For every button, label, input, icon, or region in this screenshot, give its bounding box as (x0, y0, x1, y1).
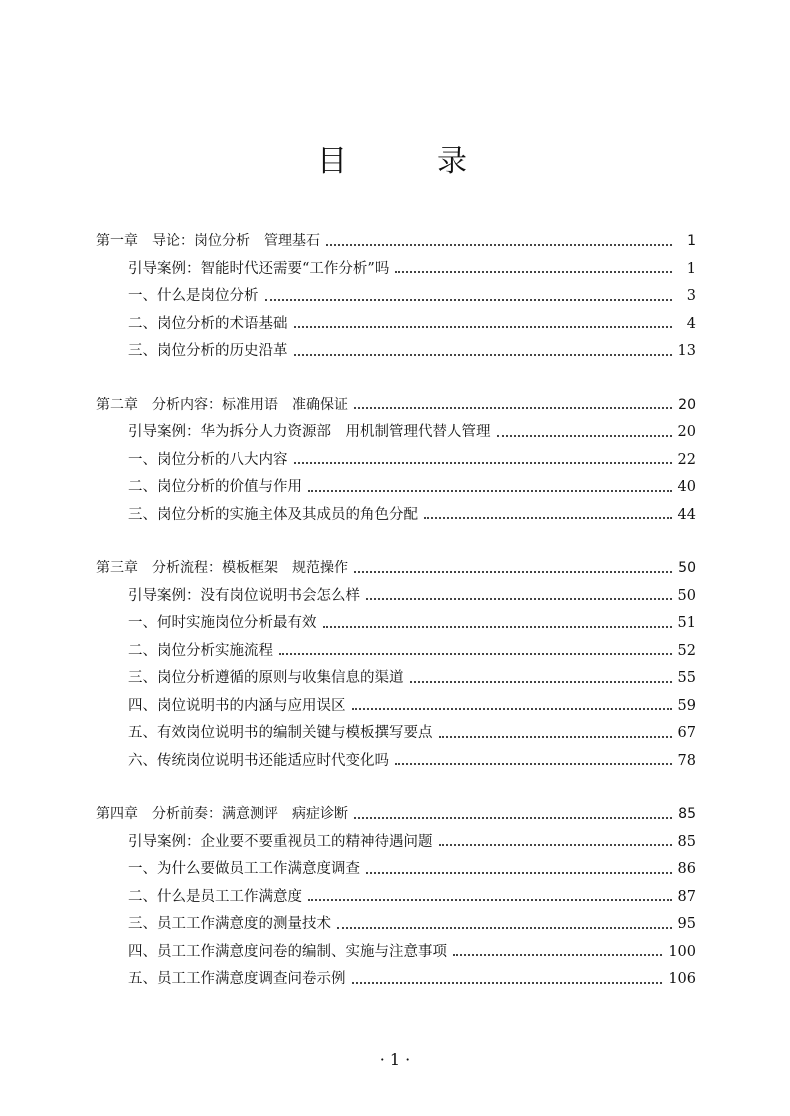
dot-leader (354, 817, 672, 819)
section-row[interactable] (96, 748, 696, 776)
dot-leader (294, 354, 672, 356)
section-row[interactable] (96, 911, 696, 939)
section-row[interactable] (96, 829, 696, 857)
section-label: 二、岗位分析实施流程 (128, 642, 273, 659)
page-number: 87 (677, 888, 696, 905)
page-number: 86 (677, 861, 696, 877)
page-number: 20 (678, 396, 696, 413)
page-footer-number: · 1 · (379, 1050, 411, 1069)
section-row[interactable] (96, 665, 696, 693)
page-number: 4 (686, 315, 696, 332)
section-row[interactable] (96, 338, 696, 366)
page-number: 55 (677, 670, 696, 686)
page-number: 51 (677, 615, 696, 631)
page-number: 1 (687, 233, 696, 249)
section-row[interactable] (96, 583, 696, 611)
chapter-4 (96, 801, 696, 994)
dot-leader (439, 736, 672, 738)
section-label: 四、员工工作满意度问卷的编制、实施与注意事项 (128, 943, 447, 960)
dot-leader (354, 571, 672, 573)
section-label: 三、岗位分析的实施主体及其成员的角色分配 (128, 506, 418, 523)
section-label: 引导案例：智能时代还需要“工作分析”吗 (128, 260, 390, 277)
section-row[interactable] (96, 447, 696, 475)
section-row[interactable] (96, 311, 696, 339)
section-label: 三、岗位分析遵循的原则与收集信息的渠道 (128, 670, 404, 686)
page-number: 85 (677, 833, 696, 850)
chapter-2 (96, 392, 696, 530)
section-label: 二、岗位分析的价值与作用 (128, 479, 302, 495)
section-label: 三、岗位分析的历史沿革 (128, 343, 288, 359)
page-number: 100 (668, 943, 696, 960)
section-row[interactable] (96, 966, 696, 994)
page-number: 13 (677, 343, 696, 359)
chapter-heading: 第一章 导论：岗位分析 管理基石 (96, 233, 320, 249)
dot-leader (366, 598, 672, 600)
section-row[interactable] (96, 939, 696, 967)
section-row[interactable] (96, 256, 696, 284)
dot-leader (354, 407, 672, 409)
chapter-heading-row[interactable] (96, 555, 696, 583)
dot-leader (424, 517, 672, 519)
section-row[interactable] (96, 693, 696, 721)
page-number: 1 (686, 260, 696, 277)
dot-leader (395, 763, 672, 765)
dot-leader (337, 927, 672, 929)
section-label: 五、有效岗位说明书的编制关键与模板撰写要点 (128, 725, 433, 741)
page-number: 78 (677, 752, 696, 769)
section-row[interactable] (96, 283, 696, 311)
page-number: 67 (677, 725, 696, 741)
dot-leader (279, 653, 672, 655)
page-number: 106 (668, 971, 696, 987)
dot-leader (410, 681, 672, 683)
chapter-1 (96, 228, 696, 366)
page-number: 50 (677, 587, 696, 604)
section-label: 引导案例：华为拆分人力资源部 用机制管理代替人管理 (128, 424, 491, 440)
dot-leader (308, 490, 672, 492)
section-label: 一、为什么要做员工工作满意度调查 (128, 861, 360, 877)
dot-leader (308, 899, 672, 901)
section-label: 引导案例：企业要不要重视员工的精神待遇问题 (128, 833, 433, 850)
section-label: 四、岗位说明书的内涵与应用误区 (128, 697, 346, 714)
chapter-heading: 第三章 分析流程：模板框架 规范操作 (96, 560, 348, 576)
section-label: 三、员工工作满意度的测量技术 (128, 916, 331, 932)
chapter-heading: 第四章 分析前奏：满意测评 病症诊断 (96, 806, 348, 822)
section-row[interactable] (96, 610, 696, 638)
section-row[interactable] (96, 474, 696, 502)
chapter-heading: 第二章 分析内容：标准用语 准确保证 (96, 396, 348, 413)
dot-leader (453, 954, 662, 956)
dot-leader (439, 844, 672, 846)
page-number: 85 (678, 806, 696, 822)
section-label: 六、传统岗位说明书还能适应时代变化吗 (128, 752, 389, 769)
section-row[interactable] (96, 884, 696, 912)
chapter-heading-row[interactable] (96, 228, 696, 256)
page-number: 22 (677, 451, 696, 468)
section-label: 二、什么是员工工作满意度 (128, 888, 302, 905)
page-number: 52 (677, 642, 696, 659)
section-label: 一、什么是岗位分析 (128, 288, 259, 304)
section-row[interactable] (96, 638, 696, 666)
table-of-contents (96, 228, 696, 1020)
section-label: 引导案例：没有岗位说明书会怎么样 (128, 587, 360, 604)
section-label: 五、员工工作满意度调查问卷示例 (128, 971, 346, 987)
dot-leader (366, 872, 672, 874)
dot-leader (497, 435, 672, 437)
dot-leader (294, 326, 673, 328)
page-number: 3 (686, 288, 696, 304)
dot-leader (395, 271, 672, 273)
section-label: 二、岗位分析的术语基础 (128, 315, 288, 332)
page-number: 95 (677, 916, 696, 932)
chapter-3 (96, 555, 696, 775)
page-number: 59 (677, 697, 696, 714)
section-label: 一、何时实施岗位分析最有效 (128, 615, 317, 631)
dot-leader (326, 244, 672, 246)
section-row[interactable] (96, 720, 696, 748)
dot-leader (323, 626, 672, 628)
page-number: 50 (678, 560, 696, 576)
page-title: 目 录 (317, 144, 497, 179)
page-number: 20 (677, 424, 696, 440)
dot-leader (294, 462, 672, 464)
dot-leader (352, 982, 663, 984)
page-number: 44 (677, 506, 696, 523)
dot-leader (265, 299, 673, 301)
section-label: 一、岗位分析的八大内容 (128, 451, 288, 468)
section-row[interactable] (96, 502, 696, 530)
page-number: 40 (677, 479, 696, 495)
section-row[interactable] (96, 856, 696, 884)
section-row[interactable] (96, 419, 696, 447)
chapter-heading-row[interactable] (96, 392, 696, 420)
dot-leader (352, 708, 672, 710)
chapter-heading-row[interactable] (96, 801, 696, 829)
